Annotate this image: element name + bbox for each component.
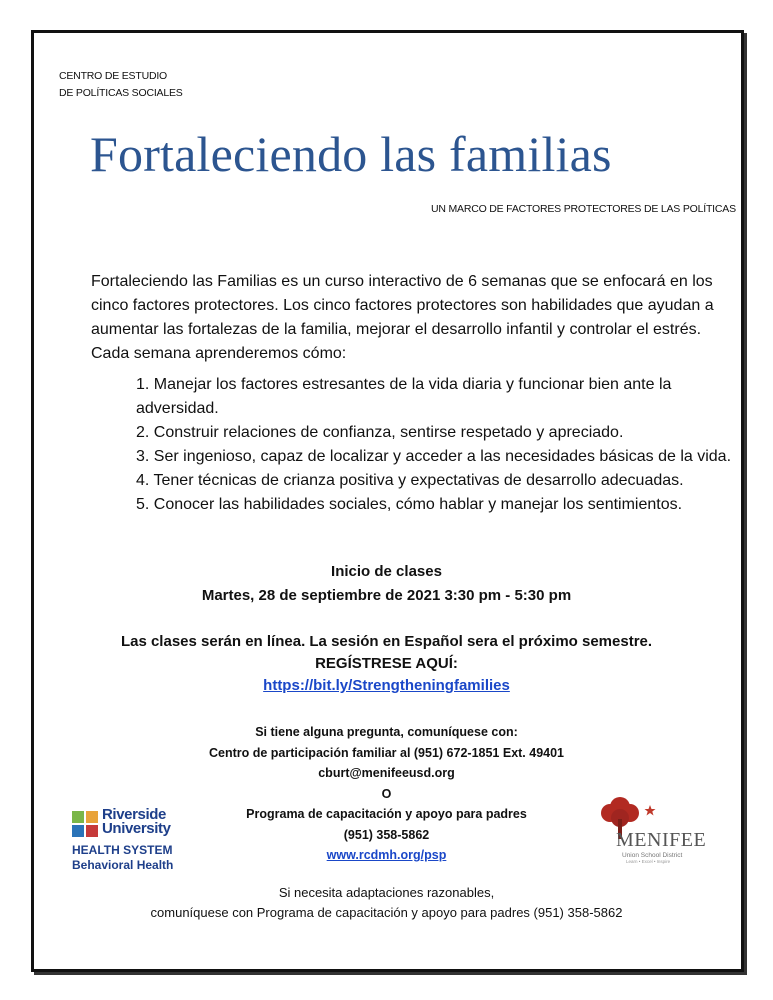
list-item: 5. Conocer las habilidades sociales, cómo hablar y manejar los sentimientos.: [136, 496, 683, 513]
footer-block: [36, 883, 737, 923]
list-item: 3. Ser ingenioso, capaz de localizar y acceder a las necesidades básicas de la vida.: [136, 448, 732, 465]
org-line-1: CENTRO DE ESTUDIO: [59, 70, 168, 82]
list-item: 2. Construir relaciones de confianza, sentirse respetado y apreciado.: [136, 424, 624, 441]
schedule-block: [36, 560, 737, 608]
schedule-heading: Inicio de clases: [331, 563, 442, 580]
riverside-name: [102, 808, 171, 836]
register-link[interactable]: https://bit.ly/Strengtheningfamilies: [263, 677, 510, 694]
page-subtitle: UN MARCO DE FACTORES PROTECTORES DE LAS POLÍTICAS: [431, 203, 736, 215]
online-block: [36, 631, 737, 697]
page-title: Fortaleciendo las familias: [90, 126, 612, 182]
register-label: REGÍSTRESE AQUÍ:: [315, 655, 458, 672]
footer-line-1: Si necesita adaptaciones razonables,: [278, 885, 495, 900]
org-name: [59, 68, 183, 102]
riverside-mark-icon: [72, 811, 98, 837]
riverside-line-3: HEALTH SYSTEM: [72, 843, 173, 857]
contact-or: O: [381, 786, 392, 801]
protective-factors-list: [136, 373, 736, 517]
contact-email[interactable]: cburt@menifeeusd.org: [318, 766, 455, 780]
intro-paragraph: Fortaleciendo las Familias es un curso interactivo de 6 semanas que se enfocará en los cinco factores protectores. Los cinco factores protectores son habilidades que ayudan a aumentar las fortalezas de la familia, mejorar el desarrollo infantil y controlar el estrés. Cada semana aprenderemos cómo:: [91, 273, 714, 362]
riverside-line-4: Behavioral Health: [72, 858, 174, 872]
contact-question: Si tiene alguna pregunta, comuníquese con:: [255, 725, 518, 739]
org-line-2: DE POLÍTICAS SOCIALES: [59, 87, 183, 99]
menifee-tagline: Learn • Excel • Inspire: [626, 859, 671, 864]
menifee-district: Union School District: [622, 852, 683, 859]
menifee-name: MENIFEE: [616, 829, 707, 851]
contact-phone: (951) 358-5862: [343, 827, 430, 842]
contact-center: Centro de participación familiar al (951) 672-1851 Ext. 49401: [208, 745, 565, 760]
list-item: 4. Tener técnicas de crianza positiva y expectativas de desarrollo adecuadas.: [136, 472, 684, 489]
footer-line-2: comuníquese con Programa de capacitación y apoyo para padres (951) 358-5862: [150, 905, 623, 920]
contact-program: Programa de capacitación y apoyo para padres: [246, 807, 527, 821]
online-note: Las clases serán en línea. La sesión en Español sera el próximo semestre.: [120, 633, 653, 650]
program-website-link[interactable]: www.rcdmh.org/psp: [326, 848, 447, 862]
schedule-date: Martes, 28 de septiembre de 2021 3:30 pm - 5:30 pm: [201, 587, 572, 604]
menifee-logo: [598, 793, 718, 863]
riverside-line-1: Riverside: [102, 806, 166, 823]
riverside-line-2: University: [102, 820, 171, 837]
list-item: 1. Manejar los factores estresantes de la vida diaria y funcionar bien ante la adversidad.: [136, 376, 672, 417]
